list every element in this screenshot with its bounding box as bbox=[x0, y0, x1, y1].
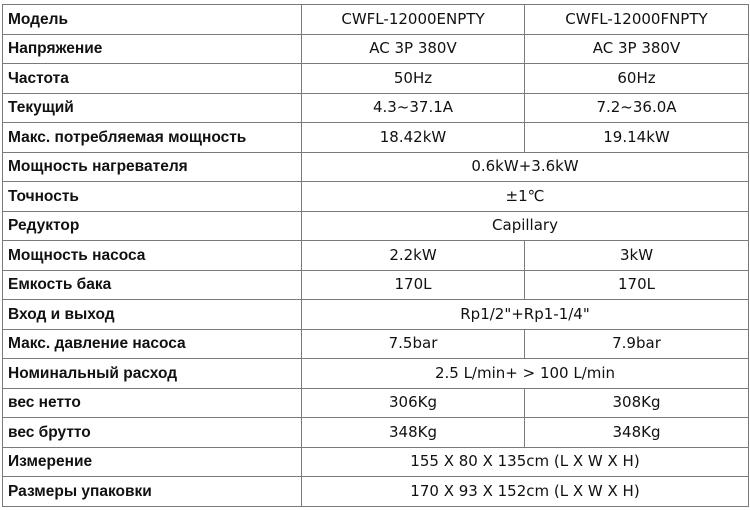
dimensions-value: 155 X 80 X 135cm (L X W X H) bbox=[302, 447, 749, 477]
gross-weight-a-value: 348Kg bbox=[302, 418, 525, 448]
rated-flow-value: 2.5 L/min+ > 100 L/min bbox=[302, 359, 749, 389]
row-label: Макс. давление насоса bbox=[3, 329, 302, 359]
row-label: Мощность насоса bbox=[3, 241, 302, 271]
row-label: Модель bbox=[3, 5, 302, 35]
row-label: Частота bbox=[3, 64, 302, 94]
row-voltage bbox=[3, 34, 749, 64]
max-pump-pressure-a-value: 7.5bar bbox=[302, 329, 525, 359]
row-label: Номинальный расход bbox=[3, 359, 302, 389]
row-label: Емкость бака bbox=[3, 270, 302, 300]
pump-power-b-value: 3kW bbox=[525, 241, 749, 271]
net-weight-a-value: 306Kg bbox=[302, 388, 525, 418]
row-max-power bbox=[3, 123, 749, 153]
model-b-value: CWFL-12000FNPTY bbox=[525, 5, 749, 35]
pump-power-a-value: 2.2kW bbox=[302, 241, 525, 271]
net-weight-b-value: 308Kg bbox=[525, 388, 749, 418]
spec-table bbox=[2, 4, 749, 507]
row-pump-power bbox=[3, 241, 749, 271]
row-label: Измерение bbox=[3, 447, 302, 477]
row-inlet-outlet bbox=[3, 300, 749, 330]
row-model bbox=[3, 5, 749, 35]
reducer-value: Capillary bbox=[302, 211, 749, 241]
package-dimensions-value: 170 X 93 X 152cm (L X W X H) bbox=[302, 477, 749, 507]
row-dimensions bbox=[3, 447, 749, 477]
row-label: Размеры упаковки bbox=[3, 477, 302, 507]
frequency-b-value: 60Hz bbox=[525, 64, 749, 94]
row-label: Текущий bbox=[3, 93, 302, 123]
row-gross-weight bbox=[3, 418, 749, 448]
row-net-weight bbox=[3, 388, 749, 418]
row-label: вес брутто bbox=[3, 418, 302, 448]
row-label: Точность bbox=[3, 182, 302, 212]
row-package-dimensions bbox=[3, 477, 749, 507]
row-label: Мощность нагревателя bbox=[3, 152, 302, 182]
tank-capacity-b-value: 170L bbox=[525, 270, 749, 300]
row-heater-power bbox=[3, 152, 749, 182]
frequency-a-value: 50Hz bbox=[302, 64, 525, 94]
gross-weight-b-value: 348Kg bbox=[525, 418, 749, 448]
row-label: Редуктор bbox=[3, 211, 302, 241]
precision-value: ±1℃ bbox=[302, 182, 749, 212]
row-label: Вход и выход bbox=[3, 300, 302, 330]
row-tank-capacity bbox=[3, 270, 749, 300]
tank-capacity-a-value: 170L bbox=[302, 270, 525, 300]
inlet-outlet-value: Rp1/2"+Rp1-1/4" bbox=[302, 300, 749, 330]
row-label: вес нетто bbox=[3, 388, 302, 418]
row-rated-flow bbox=[3, 359, 749, 389]
max-power-a-value: 18.42kW bbox=[302, 123, 525, 153]
heater-power-value: 0.6kW+3.6kW bbox=[302, 152, 749, 182]
row-label: Макс. потребляемая мощность bbox=[3, 123, 302, 153]
current-a-value: 4.3~37.1A bbox=[302, 93, 525, 123]
row-frequency bbox=[3, 64, 749, 94]
voltage-b-value: AC 3P 380V bbox=[525, 34, 749, 64]
row-reducer bbox=[3, 211, 749, 241]
row-current bbox=[3, 93, 749, 123]
current-b-value: 7.2~36.0A bbox=[525, 93, 749, 123]
max-pump-pressure-b-value: 7.9bar bbox=[525, 329, 749, 359]
row-precision bbox=[3, 182, 749, 212]
voltage-a-value: AC 3P 380V bbox=[302, 34, 525, 64]
row-label: Напряжение bbox=[3, 34, 302, 64]
model-a-value: CWFL-12000ENPTY bbox=[302, 5, 525, 35]
max-power-b-value: 19.14kW bbox=[525, 123, 749, 153]
row-max-pump-pressure bbox=[3, 329, 749, 359]
